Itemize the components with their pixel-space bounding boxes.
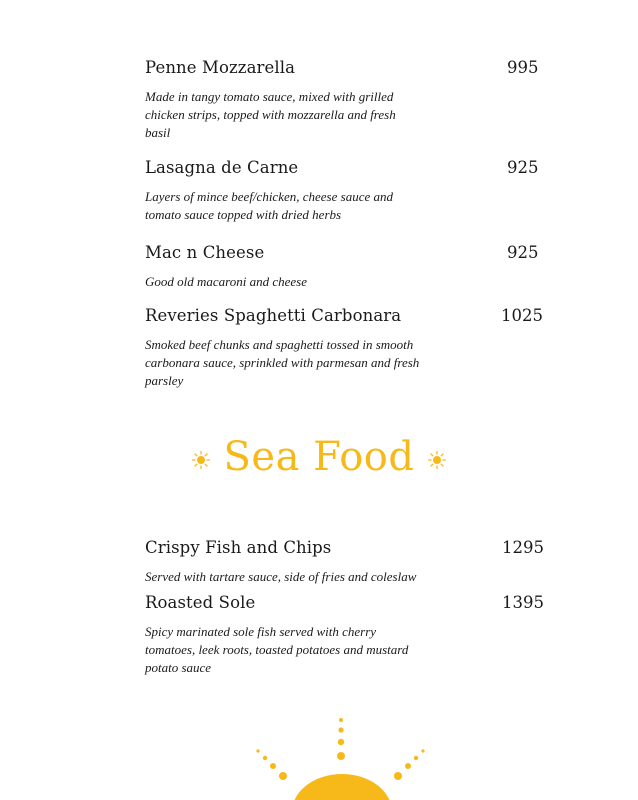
item-name: Roasted Sole <box>145 593 256 612</box>
menu-item <box>145 306 545 390</box>
item-description: Good old macaroni and cheese <box>145 274 307 289</box>
item-name: Mac n Cheese <box>145 243 265 262</box>
item-description: Layers of mince beef/chicken, cheese sauce and tomato sauce topped with dried herbs <box>145 189 393 222</box>
item-description: Made in tangy tomato sauce, mixed with grilled chicken strips, topped with mozzarella and fresh basil <box>145 89 396 140</box>
item-description: Spicy marinated sole fish served with cherry tomatoes, leek roots, toasted potatoes and mustard potato sauce <box>145 624 409 675</box>
sunrise-icon <box>0 700 638 800</box>
item-name: Reveries Spaghetti Carbonara <box>145 306 402 325</box>
item-price: 1395 <box>502 593 544 612</box>
item-description: Smoked beef chunks and spaghetti tossed in smooth carbonara sauce, sprinkled with parmesan and fresh parsley <box>145 337 420 388</box>
menu-item <box>145 593 545 677</box>
menu-item <box>145 58 545 142</box>
item-price: 925 <box>507 158 539 177</box>
section-title-text: Sea Food <box>223 434 415 480</box>
section-title <box>0 434 638 480</box>
sun-icon <box>428 451 446 469</box>
item-price: 995 <box>507 58 539 77</box>
item-price: 1025 <box>501 306 543 325</box>
item-name: Penne Mozzarella <box>145 58 296 77</box>
item-name: Lasagna de Carne <box>145 158 299 177</box>
menu-item <box>145 243 545 291</box>
item-price: 925 <box>507 243 539 262</box>
item-price: 1295 <box>502 538 544 557</box>
item-name: Crispy Fish and Chips <box>145 538 332 557</box>
sun-icon <box>192 451 210 469</box>
menu-item <box>145 538 545 586</box>
menu-item <box>145 158 545 224</box>
item-description: Served with tartare sauce, side of fries and coleslaw <box>145 569 417 584</box>
